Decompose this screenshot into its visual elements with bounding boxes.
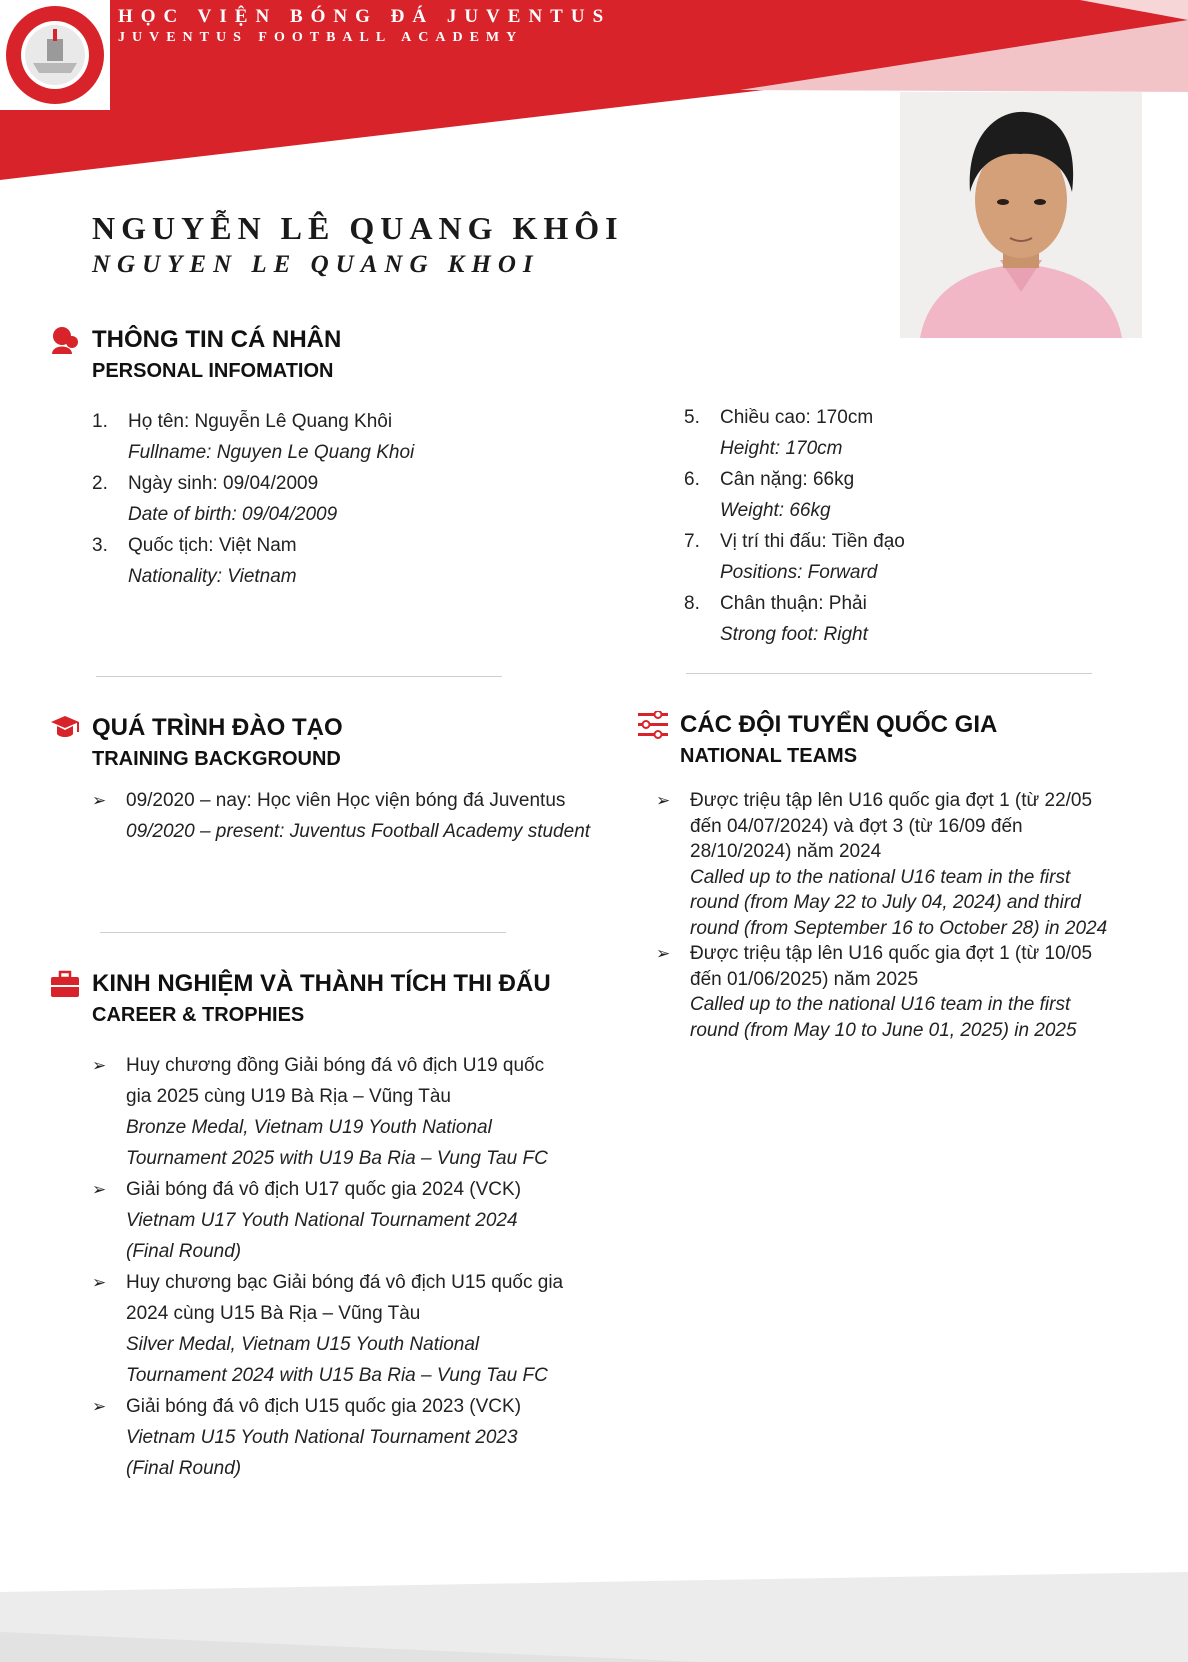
personal-list-right <box>684 402 1144 650</box>
item-en: round (from May 22 to July 04, 2024) and third <box>690 892 1081 913</box>
national-section-header <box>680 711 997 768</box>
list-item <box>92 1174 612 1267</box>
item-en: Date of birth: 09/04/2009 <box>128 504 338 525</box>
player-name-vn: NGUYỄN LÊ QUANG KHÔI <box>92 210 624 246</box>
list-icon <box>638 711 668 739</box>
item-en: Nationality: Vietnam <box>128 566 297 587</box>
item-vn: Quốc tịch: Việt Nam <box>128 535 297 556</box>
item-vn: đến 01/06/2025) năm 2025 <box>690 968 919 990</box>
list-item <box>684 588 1144 650</box>
divider <box>100 932 506 933</box>
bullet-arrow-icon: ➢ <box>92 1056 107 1075</box>
bullet-arrow-icon: ➢ <box>92 1180 107 1199</box>
divider <box>96 676 502 677</box>
personal-list-left <box>92 406 612 592</box>
list-item <box>92 1050 612 1174</box>
item-vn: gia 2025 cùng U19 Bà Rịa – Vũng Tàu <box>126 1086 451 1107</box>
list-item <box>92 1391 612 1484</box>
item-number: 5. <box>684 407 700 428</box>
national-list <box>656 788 1126 1043</box>
training-title: QUÁ TRÌNH ĐÀO TẠO <box>92 714 343 741</box>
bullet-arrow-icon: ➢ <box>92 791 107 810</box>
item-en: 09/2020 – present: Juventus Football Academy student <box>126 821 591 842</box>
academy-name-vn: HỌC VIỆN BÓNG ĐÁ JUVENTUS <box>118 6 612 27</box>
national-title: CÁC ĐỘI TUYỂN QUỐC GIA <box>680 711 998 738</box>
list-item <box>656 788 1126 941</box>
graduation-cap-icon <box>50 714 80 742</box>
divider <box>686 673 1092 674</box>
item-en: round (from May 10 to June 01, 2025) in 2025 <box>690 1019 1077 1041</box>
item-vn: Chiều cao: 170cm <box>720 407 874 428</box>
item-en: Positions: Forward <box>720 562 878 583</box>
player-name-en: NGUYEN LE QUANG KHOI <box>92 251 540 278</box>
item-number: 6. <box>684 469 700 490</box>
list-item <box>92 785 612 847</box>
item-vn: Cân nặng: 66kg <box>720 469 855 490</box>
item-vn: 2024 cùng U15 Bà Rịa – Vũng Tàu <box>126 1303 421 1324</box>
national-subtitle: NATIONAL TEAMS <box>680 745 858 767</box>
item-en: (Final Round) <box>126 1458 242 1479</box>
item-vn: Huy chương bạc Giải bóng đá vô địch U15 quốc gia <box>126 1272 564 1293</box>
bullet-arrow-icon: ➢ <box>92 1273 107 1292</box>
career-list <box>92 1050 612 1484</box>
item-vn: Huy chương đồng Giải bóng đá vô địch U19 quốc <box>126 1055 545 1076</box>
item-number: 8. <box>684 593 700 614</box>
career-subtitle: CAREER & TROPHIES <box>92 1004 305 1026</box>
personal-title: THÔNG TIN CÁ NHÂN <box>92 326 342 353</box>
item-vn: Được triệu tập lên U16 quốc gia đợt 1 (từ 10/05 <box>690 943 1093 964</box>
item-en: Tournament 2025 with U19 Ba Ria – Vung Tau FC <box>126 1148 548 1169</box>
club-logo <box>0 0 110 110</box>
item-en: Silver Medal, Vietnam U15 Youth National <box>126 1334 480 1355</box>
training-list <box>92 785 612 847</box>
item-vn: Vị trí thi đấu: Tiền đạo <box>720 531 905 552</box>
academy-name <box>118 6 611 46</box>
bullet-arrow-icon: ➢ <box>656 791 671 810</box>
item-vn: đến 04/07/2024) và đợt 3 (từ 16/09 đến <box>690 815 1023 837</box>
item-en: Height: 170cm <box>720 438 843 459</box>
list-item <box>684 526 1144 588</box>
player-name <box>92 210 624 279</box>
list-item <box>92 406 612 468</box>
bullet-arrow-icon: ➢ <box>92 1397 107 1416</box>
list-item <box>92 1267 612 1391</box>
player-portrait-icon <box>900 92 1142 338</box>
list-item <box>684 464 1144 526</box>
item-en: Weight: 66kg <box>720 500 831 521</box>
item-vn: Ngày sinh: 09/04/2009 <box>128 473 319 494</box>
personal-subtitle: PERSONAL INFOMATION <box>92 360 334 382</box>
club-crest-icon <box>3 3 107 107</box>
item-en: Called up to the national U16 team in the first <box>690 994 1071 1015</box>
item-en: Called up to the national U16 team in the first <box>690 866 1071 888</box>
list-item <box>656 941 1126 1043</box>
item-number: 2. <box>92 473 108 494</box>
user-icon <box>50 326 80 354</box>
item-vn: Được triệu tập lên U16 quốc gia đợt 1 (từ 22/05 <box>690 790 1093 811</box>
item-number: 1. <box>92 411 108 432</box>
item-vn: Họ tên: Nguyễn Lê Quang Khôi <box>128 411 393 432</box>
item-vn: Giải bóng đá vô địch U17 quốc gia 2024 (VCK) <box>126 1179 522 1200</box>
item-en: Vietnam U17 Youth National Tournament 2024 <box>126 1210 518 1231</box>
item-vn: Giải bóng đá vô địch U15 quốc gia 2023 (VCK) <box>126 1396 522 1417</box>
item-en: Fullname: Nguyen Le Quang Khoi <box>128 442 415 463</box>
footer-band <box>0 1572 1188 1662</box>
item-en: (Final Round) <box>126 1241 242 1262</box>
item-en: Bronze Medal, Vietnam U19 Youth National <box>126 1117 492 1138</box>
academy-name-en: JUVENTUS FOOTBALL ACADEMY <box>118 30 524 45</box>
item-en: Vietnam U15 Youth National Tournament 2023 <box>126 1427 518 1448</box>
item-number: 7. <box>684 531 700 552</box>
list-item <box>684 402 1144 464</box>
career-section-header <box>92 970 551 1027</box>
list-item <box>92 468 612 530</box>
training-subtitle: TRAINING BACKGROUND <box>92 748 341 770</box>
player-photo <box>900 92 1142 338</box>
item-en: Strong foot: Right <box>720 624 868 645</box>
personal-section-header <box>92 326 341 383</box>
item-vn: 09/2020 – nay: Học viên Học viện bóng đá Juventus <box>126 790 566 811</box>
item-vn: 28/10/2024) năm 2024 <box>690 841 882 862</box>
item-vn: Chân thuận: Phải <box>720 593 867 614</box>
list-item <box>92 530 612 592</box>
briefcase-icon <box>50 970 80 998</box>
training-section-header <box>92 714 343 771</box>
item-en: Tournament 2024 with U15 Ba Ria – Vung Tau FC <box>126 1365 548 1386</box>
item-en: round (from September 16 to October 28) in 2024 <box>690 917 1108 939</box>
bullet-arrow-icon: ➢ <box>656 944 671 963</box>
career-title: KINH NGHIỆM VÀ THÀNH TÍCH THI ĐẤU <box>92 970 551 997</box>
item-number: 3. <box>92 535 108 556</box>
